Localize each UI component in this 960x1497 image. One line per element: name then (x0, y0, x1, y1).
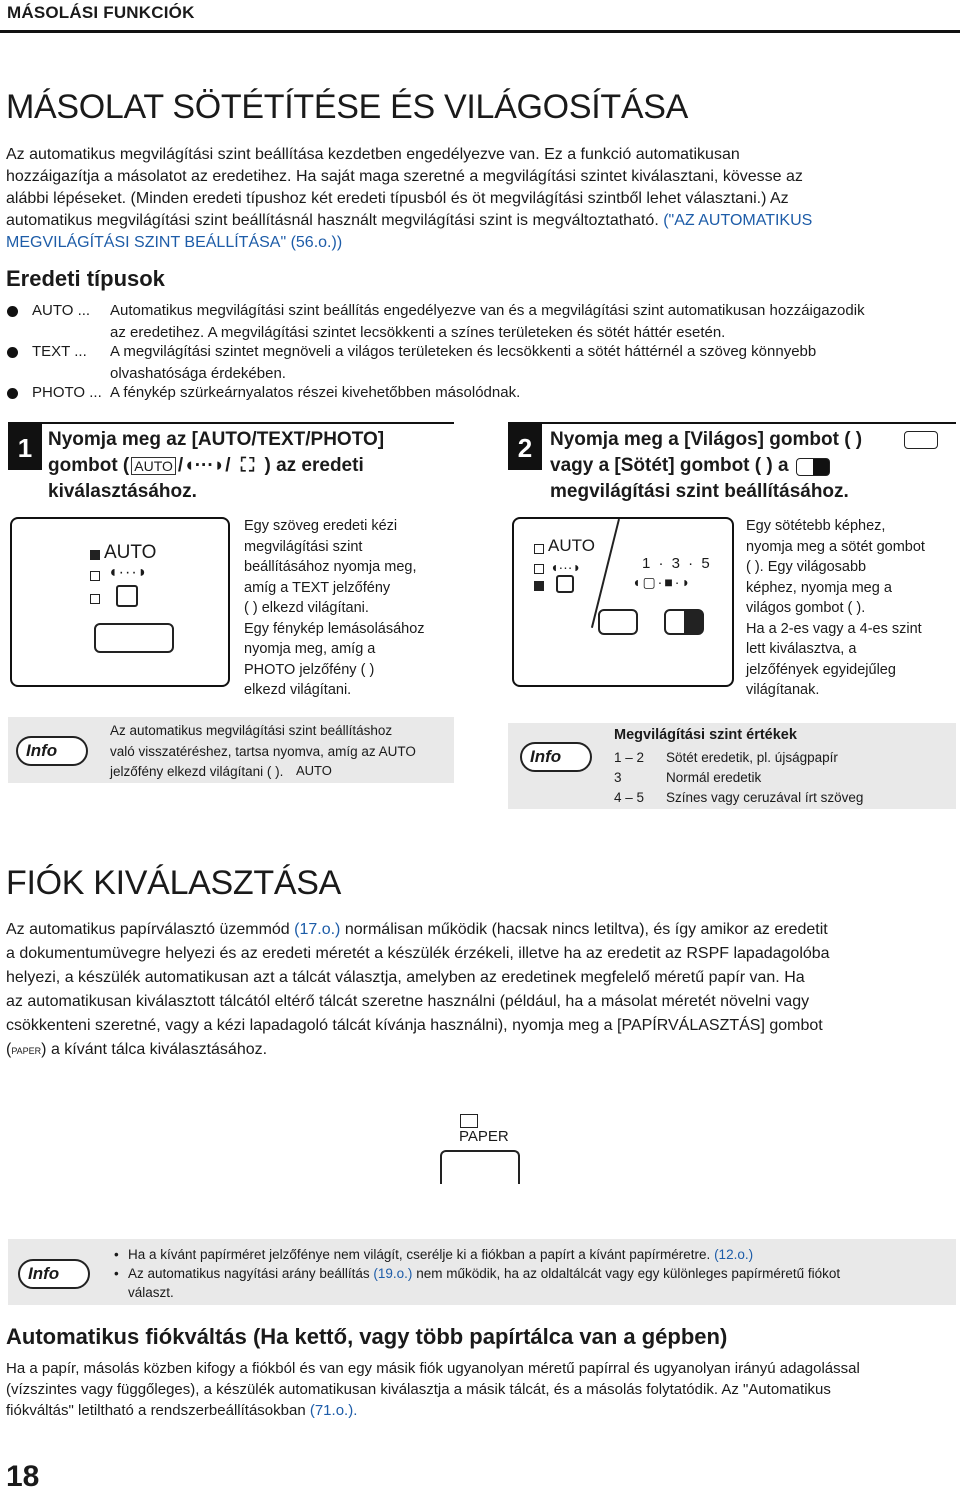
photo-mode-icon (556, 575, 574, 593)
step2-badge: 2 (508, 424, 542, 470)
link-auto-exposure-cont[interactable]: MEGVILÁGÍTÁSI SZINT BEÁLLÍTÁSA" (56.o.)) (6, 234, 343, 251)
header-title: MÁSOLÁSI FUNKCIÓK (7, 3, 195, 22)
section-title-exposure: MÁSOLAT SÖTÉTÍTÉSE ÉS VILÁGOSÍTÁSA (6, 88, 688, 126)
info-logo: Info (18, 1259, 90, 1289)
header-rule (0, 30, 960, 33)
label-photo: PHOTO ... (32, 384, 102, 401)
step2-control-panel (512, 517, 734, 687)
text-indicator (534, 564, 544, 574)
page-header (0, 0, 960, 30)
bullet-auto (7, 306, 18, 317)
text-mode-icon: ◖···◗ (108, 564, 149, 581)
info3-list (112, 1245, 942, 1302)
step1-description: Egy szöveg eredeti kézi megvilágítási szint beállításához nyomja meg, amíg a TEXT jelzőfény ( ) elkezd világítani. Egy fénykép lemásolásához nyomja meg, amíg a PHOTO jelzőfény ( ) elkezd világítani. (244, 518, 425, 698)
desc-text: A megvilágítási szintet megnöveli a világos területeken és lecsökkenti a sötét háttérnél a szöveg könnyebb olvashatósága érdekében. (110, 343, 817, 382)
step2-description: Egy sötétebb képhez, nyomja meg a sötét gombot ( ). Egy világosabb képhez, nyomja meg a világos gombot ( ). Ha a 2-es vagy a 4-es szint lett kiválasztva, a jelzőfények egyidejűleg világítanak. (746, 518, 925, 698)
step1-heading: Nyomja meg az [AUTO/TEXT/PHOTO] gombot ( AUTO /◖···◗/ ⛶ ) az eredeti kiválasztásához. (48, 429, 385, 502)
photo-mode-icon: ⛶ (240, 455, 255, 476)
section-title-tray: FIÓK KIVÁLASZTÁSA (6, 864, 341, 902)
exposure-scale-indicators: ◖▢·■·◗ (632, 574, 692, 590)
text-mode-icon: ◖···◗ (183, 455, 226, 476)
photo-indicator (534, 581, 544, 591)
intro-line: hozzáigazítja a másolatot az eredetihez. Ha saját maga szeretné a megvilágítási szintet kiválasztani, kövesse az (6, 168, 803, 185)
info-box-2 (508, 723, 956, 809)
step1-rule (8, 422, 454, 424)
paper-select-button[interactable] (440, 1150, 520, 1184)
info2-title: Megvilágítási szint értékek (614, 727, 797, 743)
step2-heading: Nyomja meg a [Világos] gombot ( ) vagy a [Sötét] gombot ( ) a megvilágítási szint beállításához. (550, 429, 863, 502)
exposure-level-table (614, 748, 863, 808)
section2-body: Az automatikus papírválasztó üzemmód (17.o.) normálisan működik (hacsak nincs letiltva), és így amikor az eredetit a dokumentumüvegre helyezi és az eredeti méretét a készülék érzékeli, illetve ha az eredetit az RSPF lapadagolóba helyezi, a készülék automatikusan azt a tálcát választja, amelyben az eredetinek megfelelő méretű papír van. Ha az automatikusan kiválasztott tálcától eltérő tálcát szeretne használni (például, ha a másolat méretét növelni vagy csökkenteni szeretné, vagy a kézi lapadagoló tálcát kívánja használni), nyomja meg a [PAPÍRVÁLASZTÁS] gombot (PAPER) a kívánt tálca kiválasztásához. (6, 921, 830, 1058)
step1-control-panel (10, 517, 230, 687)
page-number: 18 (6, 1460, 40, 1493)
desc-auto: Automatikus megvilágítási szint beállítás engedélyezve van és a megvilágítási szint automatikusan hozzáigazodik az eredetihez. A megvilágítási szintet lecsökkenti a színes területeken és sötét háttér esetén. (110, 302, 865, 341)
auto-indicator (534, 544, 544, 554)
list-item: • Az automatikus nagyítási arány beállítás (19.o.) nem működik, ha az oldaltálcát vagy egy különleges papírméretű fiókot választ. (112, 1264, 942, 1302)
intro-line: Az automatikus megvilágítási szint beállítása kezdetben engedélyezve van. Ez a funkció automatikusan (6, 146, 740, 163)
step1-badge: 1 (8, 424, 42, 470)
exposure-scale-label: 1 · 3 · 5 (642, 555, 712, 572)
intro-line: automatikus megvilágítási szint beállításnál használt megvilágítási szint is megváltoztatható. ("AZ AUTOMATIKUS (6, 212, 813, 229)
list-item: • Ha a kívánt papírméret jelzőfénye nem világít, cserélje ki a fiókban a papírt a kívánt papírméretre. (12.o.) (112, 1245, 942, 1264)
dark-button[interactable] (664, 609, 704, 635)
table-row: 3 Normál eredetik (614, 770, 762, 785)
photo-mode-icon (116, 585, 138, 607)
dark-button-icon (796, 458, 830, 476)
link-19[interactable]: (19.o.) (373, 1266, 413, 1281)
auto-glyph-icon: AUTO (131, 457, 176, 475)
info-box-1 (8, 717, 454, 783)
table-row: 1 – 2 Sötét eredetik, pl. újságpapír (614, 750, 838, 765)
bullet-photo (7, 388, 18, 399)
paper-select-icon (460, 1114, 478, 1128)
step2-rule (508, 422, 956, 424)
label-auto: AUTO ... (32, 302, 91, 319)
text-mode-icon: ◖···◗ (550, 559, 581, 575)
panel-auto-label: AUTO (104, 542, 157, 563)
info1-text: Az automatikus megvilágítási szint beállításhoz való visszatéréshez, tartsa nyomva, amíg az AUTO jelzőfény elkezd világítani ( ). (110, 723, 416, 779)
table-row: 4 – 5 Színes vagy ceruzával írt szöveg (614, 790, 864, 805)
label-text: TEXT ... (32, 343, 87, 360)
auto-glyph-icon: AUTO (296, 763, 332, 778)
auto-indicator (90, 550, 100, 560)
light-button-icon (904, 431, 938, 449)
auto-text-photo-button[interactable] (94, 623, 174, 653)
paper-button-label: PAPER (459, 1128, 509, 1145)
bullet-text (7, 347, 18, 358)
info-box-3 (8, 1239, 956, 1305)
link-auto-exposure[interactable]: ("AZ AUTOMATIKUS (663, 212, 813, 229)
heading-original-types: Eredeti típusok (6, 266, 165, 291)
panel-auto-label: AUTO (548, 536, 595, 555)
photo-indicator (90, 594, 100, 604)
link-71[interactable]: (71.o.). (309, 1402, 358, 1419)
paper-glyph-icon: PAPER (11, 1046, 42, 1056)
info-logo: Info (520, 742, 592, 772)
text-indicator (90, 571, 100, 581)
section1-intro (6, 144, 956, 254)
info-logo: Info (16, 736, 88, 766)
section3-body: Ha a papír, másolás közben kifogy a fiókból és van egy másik fiók ugyanolyan méretű papírral és ugyanolyan irányú adagolással (vízszintes vagy függőleges), a készülék automatikusan kiválasztja a másik tálcát, és a másolás folytatódik. Az "Automatikus fiókváltás" letiltható a rendszerbeállításokban (71.o.). (6, 1360, 860, 1419)
link-17[interactable]: (17.o.) (294, 921, 341, 938)
section-title-auto-tray-switch: Automatikus fiókváltás (Ha kettő, vagy több papírtálca van a gépben) (6, 1324, 728, 1349)
intro-line: alábbi lépéseket. (Minden eredeti típushoz két eredeti típusból és öt megvilágítási szintből lehet választani.) Az (6, 190, 789, 207)
light-button[interactable] (598, 609, 638, 635)
link-12[interactable]: (12.o.) (714, 1247, 754, 1262)
desc-photo: A fénykép szürkeárnyalatos részei kivehetőbben másolódnak. (110, 384, 521, 401)
